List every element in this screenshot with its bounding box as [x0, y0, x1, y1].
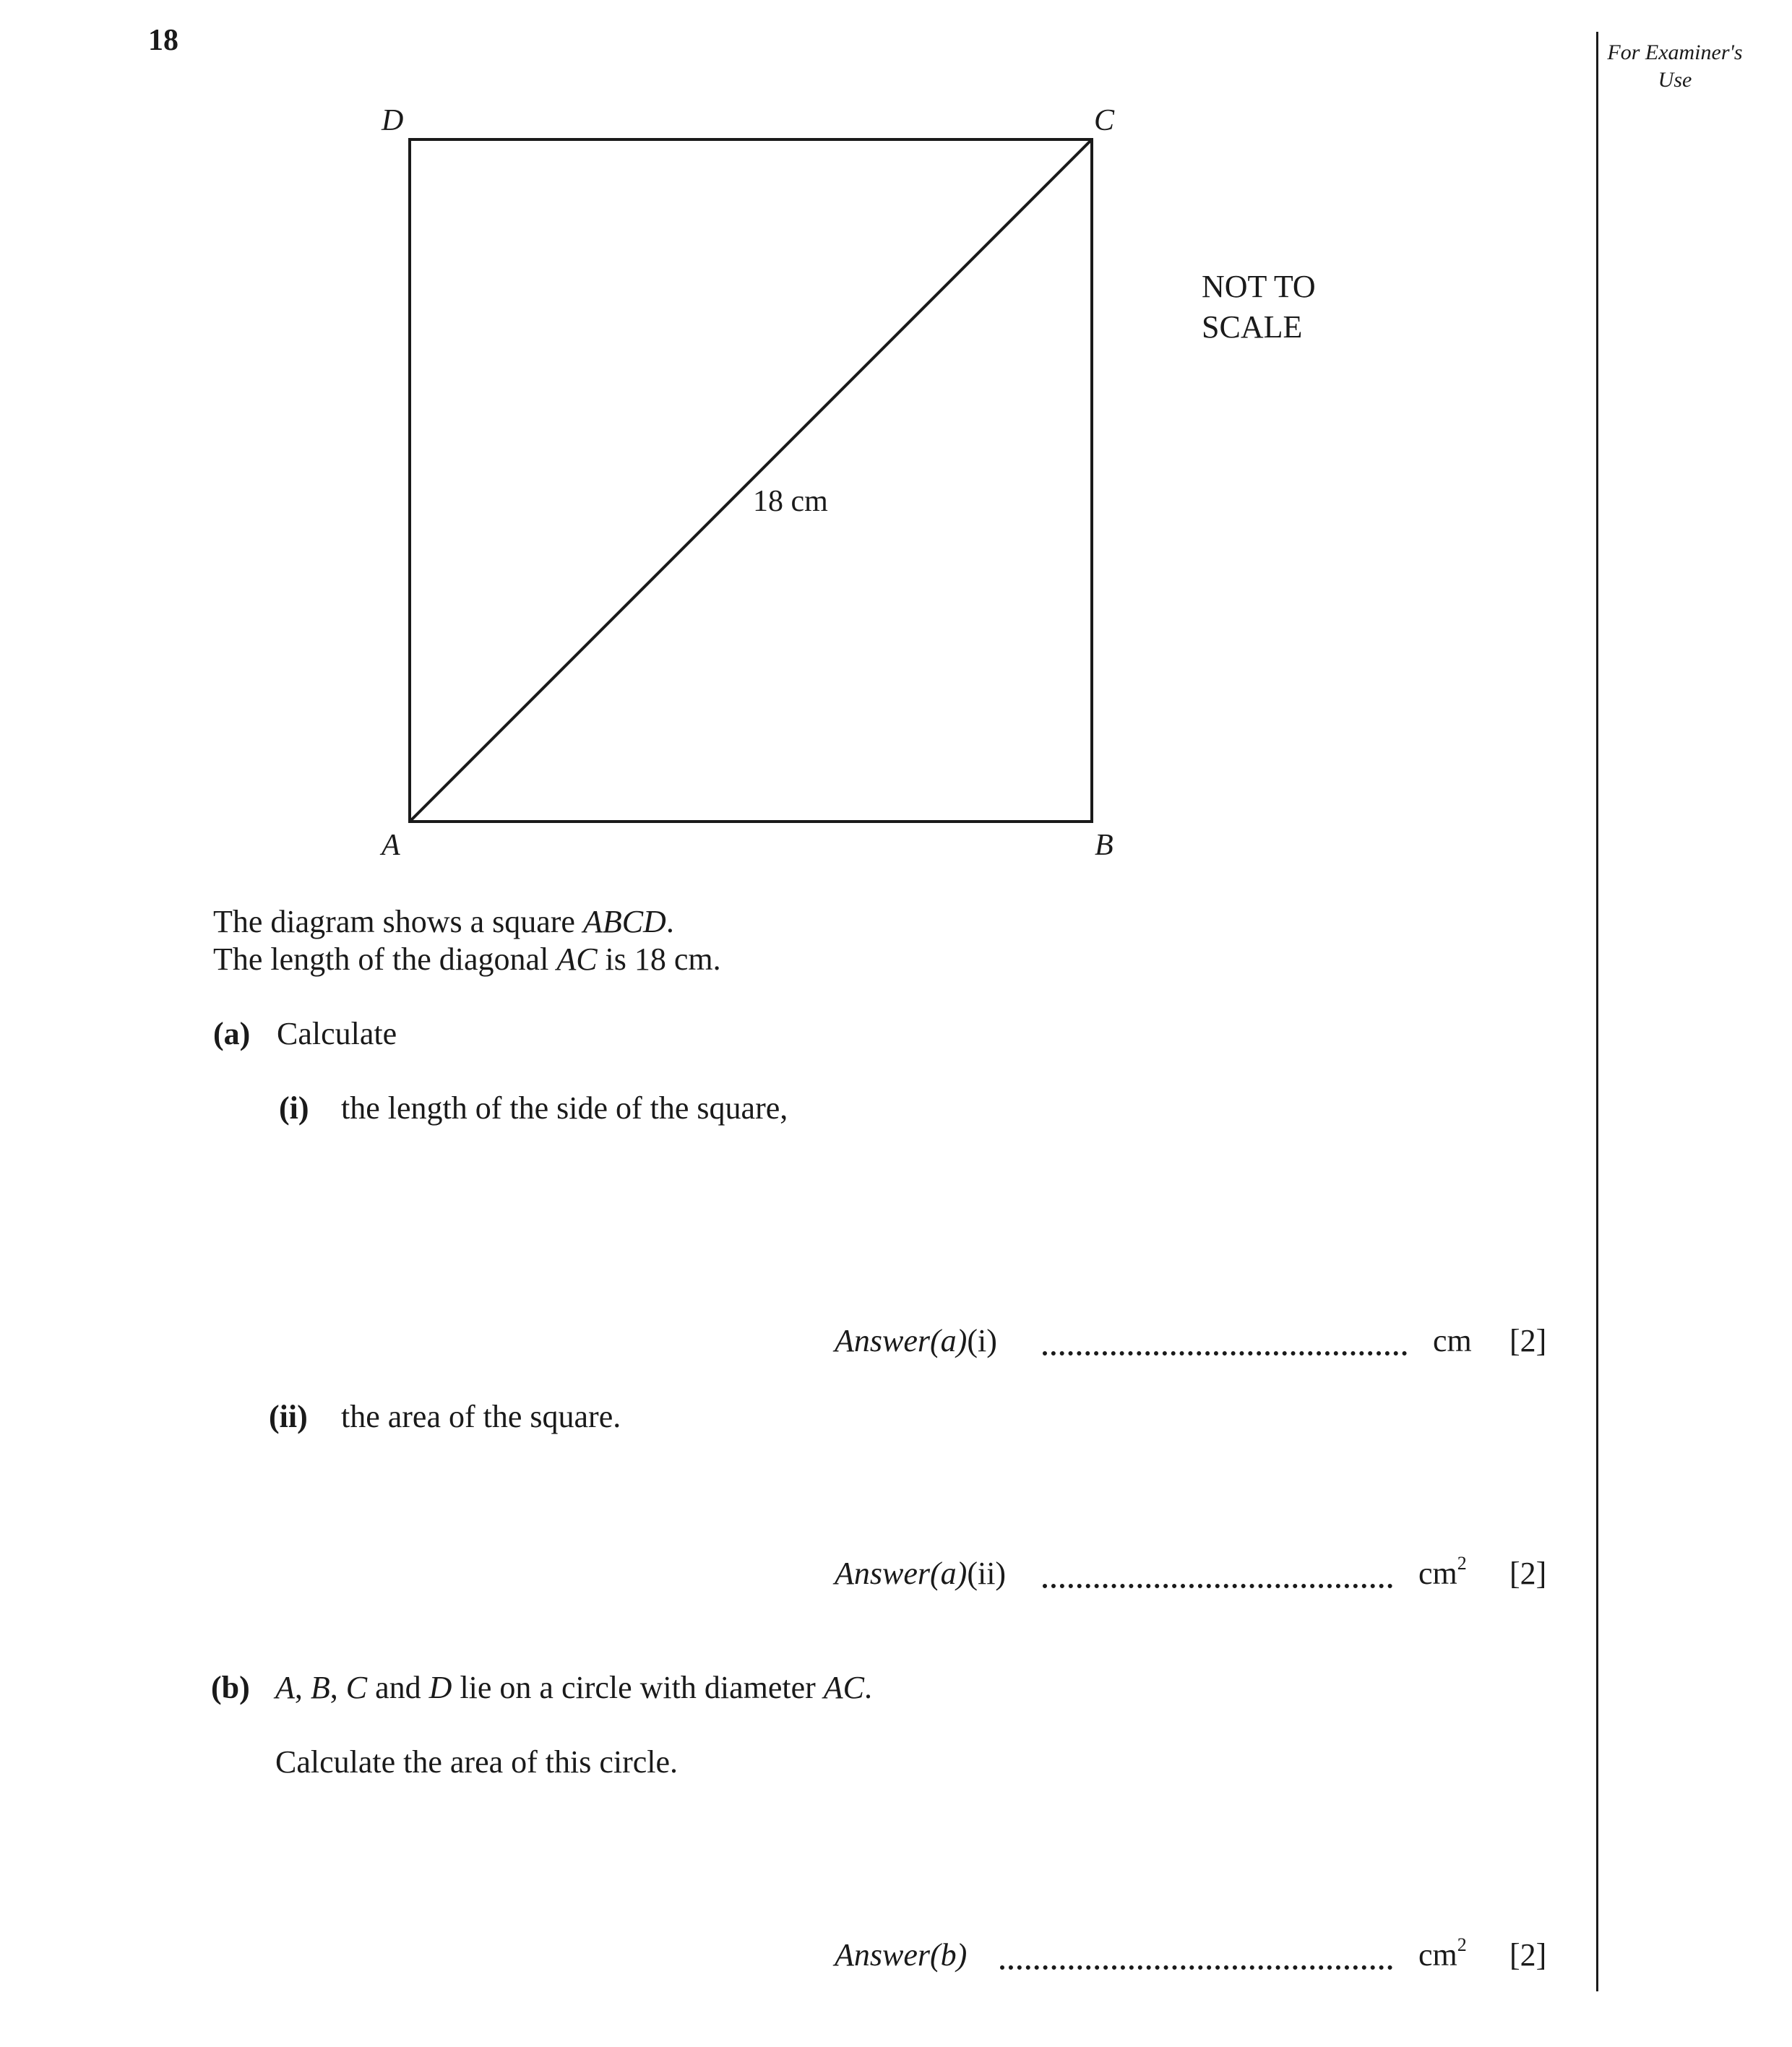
- punct: ,: [329, 1670, 346, 1705]
- part-b-text: Calculate the area of this circle.: [275, 1744, 679, 1780]
- answer-a-i-unit: cm: [1433, 1323, 1472, 1358]
- answer-a-ii-marks: [2]: [1509, 1556, 1547, 1591]
- answer-a-ii-unit: [1418, 1555, 1467, 1592]
- punct: ,: [294, 1670, 311, 1705]
- point-d: D: [428, 1670, 452, 1705]
- question-number: 18: [148, 24, 178, 57]
- intro-line-1: [213, 903, 674, 940]
- unit-text: cm: [1418, 1556, 1457, 1591]
- answer-a-i-field[interactable]: [1043, 1351, 1407, 1356]
- answer-b-marks: [2]: [1509, 1937, 1547, 1973]
- point-c: C: [345, 1670, 368, 1705]
- intro-line-2: [213, 941, 721, 978]
- diagonal-name: AC: [556, 941, 598, 977]
- diagonal-ac: [410, 139, 1092, 822]
- point-b: B: [310, 1670, 330, 1705]
- answer-label-plain: (ii): [967, 1556, 1007, 1591]
- part-a-text: Calculate: [277, 1016, 397, 1051]
- stem-text: lie on a circle with diameter: [452, 1670, 824, 1705]
- diameter-name: AC: [823, 1670, 865, 1705]
- part-b-label: (b): [211, 1670, 250, 1705]
- diagonal-length-label: 18 cm: [753, 485, 828, 518]
- part-a-i-text: the length of the side of the square,: [341, 1090, 788, 1126]
- not-to-scale-note: [1202, 267, 1316, 348]
- part-b-stem: [275, 1669, 872, 1706]
- part-a-i-label: (i): [279, 1090, 309, 1126]
- examiner-use-label: For Examiner's Use: [1607, 40, 1743, 92]
- answer-a-ii-label: [835, 1555, 1006, 1592]
- part-a-ii-label: (ii): [269, 1399, 308, 1434]
- unit-exponent: 2: [1457, 1934, 1467, 1955]
- answer-label-italic: Answer(a): [835, 1323, 968, 1358]
- vertex-label-b: B: [1095, 829, 1113, 862]
- answer-b-label: [835, 1936, 967, 1973]
- answer-label-italic: Answer(b): [835, 1937, 968, 1973]
- unit-exponent: 2: [1457, 1553, 1467, 1574]
- answer-a-i-label: [835, 1322, 997, 1359]
- vertex-label-c: C: [1094, 104, 1115, 137]
- intro-text: The length of the diagonal: [213, 941, 557, 977]
- intro-text: The diagram shows a square: [213, 904, 583, 939]
- answer-a-ii-field[interactable]: [1043, 1584, 1392, 1588]
- part-a-label: (a): [213, 1016, 251, 1051]
- answer-label-plain: (i): [967, 1323, 997, 1358]
- square-name: ABCD: [582, 904, 666, 939]
- intro-text: is 18 cm.: [597, 941, 721, 977]
- answer-b-unit: [1418, 1936, 1467, 1973]
- answer-b-field[interactable]: [1000, 1965, 1392, 1970]
- note-line-2: SCALE: [1202, 309, 1303, 345]
- note-line-1: NOT TO: [1202, 269, 1316, 304]
- stem-text: and: [367, 1670, 429, 1705]
- vertex-label-d: D: [382, 104, 404, 137]
- part-a-ii-text: the area of the square.: [341, 1399, 621, 1434]
- punct: .: [864, 1670, 873, 1705]
- square-diagram: [0, 0, 1792, 882]
- unit-text: cm: [1418, 1937, 1457, 1973]
- intro-punct: .: [665, 904, 674, 939]
- vertex-label-a: A: [382, 829, 400, 862]
- answer-a-i-marks: [2]: [1509, 1323, 1547, 1358]
- point-a: A: [275, 1670, 295, 1705]
- answer-label-italic: Answer(a): [835, 1556, 968, 1591]
